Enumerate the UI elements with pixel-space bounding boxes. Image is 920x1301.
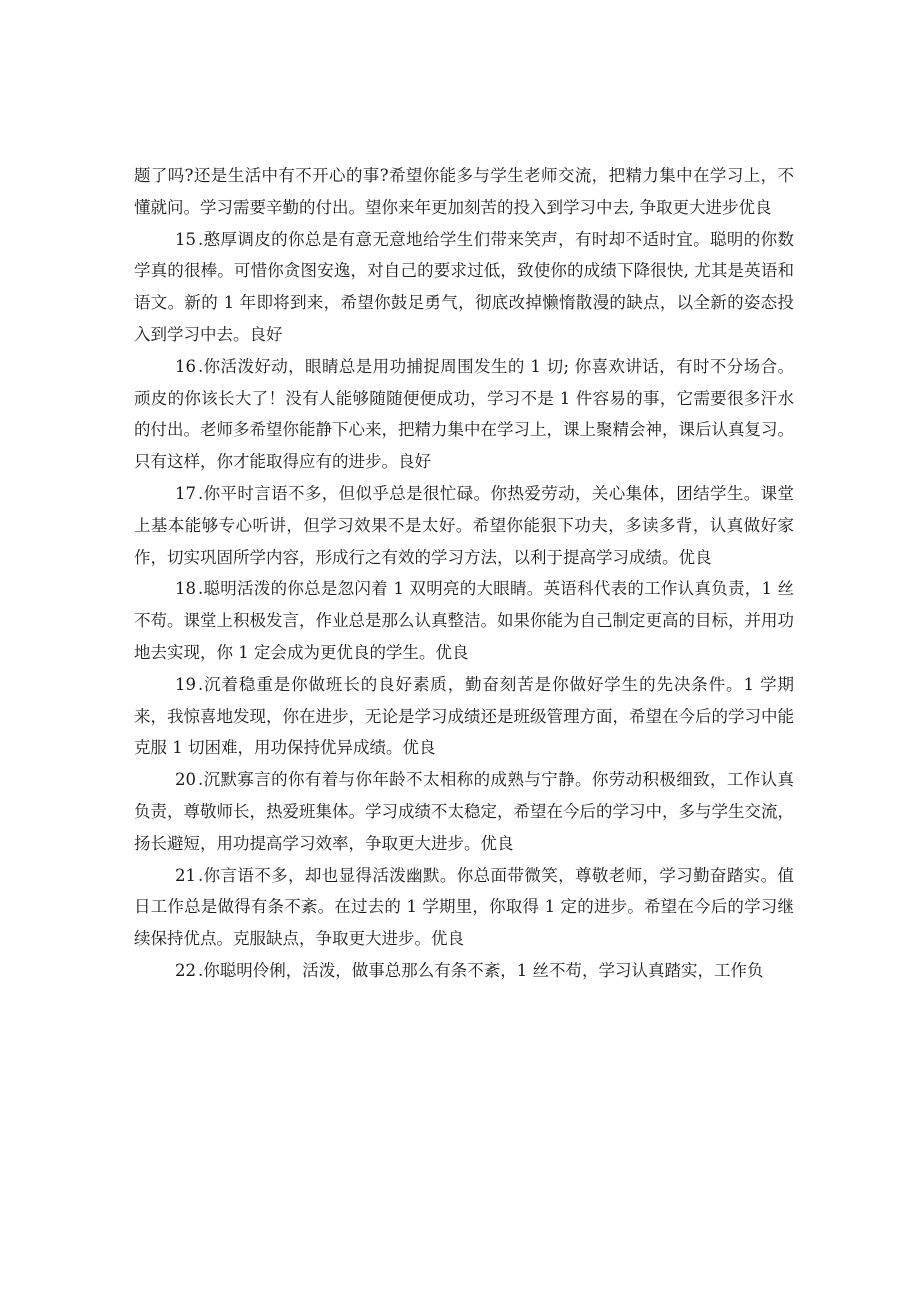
comment-text: .沉着稳重是你做班长的良好素质，勤奋刻苦是你做好学生的先决条件。1 学期来，我惊喜地发现，你在进步，无论是学习成绩还是班级管理方面，希望在今后的学习中能克服 1 切困难，用功保持优异成绩。优良 — [134, 674, 794, 758]
comment-21 — [134, 860, 794, 955]
comment-19 — [134, 669, 794, 764]
comment-text: .聪明活泼的你总是忽闪着 1 双明亮的大眼睛。英语科代表的工作认真负责，1 丝不苟。课堂上积极发言，作业总是那么认真整洁。如果你能为自己制定更高的目标，并用功地去实现，你 1 定会成为更优良的学生。优良 — [134, 579, 794, 662]
comment-22 — [134, 955, 794, 987]
comment-number: 21 — [175, 865, 196, 885]
comment-text: .沉默寡言的你有着与你年龄不太相称的成熟与宁静。你劳动积极细致，工作认真负责，尊敬师长，热爱班集体。学习成绩不太稳定，希望在今后的学习中，多与学生交流，扬长避短，用功提高学习效率，争取更大进步。优良 — [134, 770, 794, 853]
comment-text: .你言语不多，却也显得活泼幽默。你总面带微笑，尊敬老师，学习勤奋踏实。值日工作总是做得有条不紊。在过去的 1 学期里，你取得 1 定的进步。希望在今后的学习继续保持优点。克服缺点，争取更大进步。优良 — [134, 865, 794, 949]
comment-text: .你活泼好动，眼睛总是用功捕捉周围发生的 1 切; 你喜欢讲话，有时不分场合。顽皮的你该长大了！没有人能够随随便便成功，学习不是 1 件容易的事，它需要很多汗水的付出。老师多希望你能静下心来，把精力集中在学习上，课上聚精会神，课后认真复习。只有这样，你才能取得应有的进步。良好 — [134, 356, 794, 472]
comment-18 — [134, 573, 794, 668]
opening-paragraph: 题了吗?还是生活中有不开心的事?希望你能多与学生老师交流，把精力集中在学习上，不懂就问。学习需要辛勤的付出。望你来年更加刻苦的投入到学习中去, 争取更大进步优良 — [134, 166, 794, 217]
comment-text: .你聪明伶俐，活泼，做事总那么有条不紊，1 丝不苟，学习认真踏实，工作负 — [198, 960, 764, 980]
comment-number: 15 — [175, 229, 196, 249]
comment-number: 19 — [175, 674, 196, 694]
document-body — [134, 160, 794, 987]
comment-15 — [134, 224, 794, 351]
comment-number: 20 — [175, 770, 196, 790]
comment-text: .憨厚调皮的你总是有意无意地给学生们带来笑声，有时却不适时宜。聪明的你数学真的很棒。可惜你贪图安逸，对自己的要求过低，致使你的成绩下降很快, 尤其是英语和语文。新的 1 年即将到来，希望你鼓足勇气，彻底改掉懒惰散漫的缺点，以全新的姿态投入到学习中去。良好 — [134, 229, 794, 344]
comment-number: 18 — [175, 579, 196, 599]
comment-16 — [134, 351, 794, 478]
comment-17 — [134, 478, 794, 573]
comment-number: 16 — [175, 356, 196, 376]
comment-text: .你平时言语不多，但似乎总是很忙碌。你热爱劳动，关心集体，团结学生。课堂上基本能够专心听讲，但学习效果不是太好。希望你能狠下功夫，多读多背，认真做好家作，切实巩固所学内容，形成行之有效的学习方法，以利于提高学习成绩。优良 — [134, 483, 794, 567]
comment-number: 22 — [175, 960, 196, 980]
comment-20 — [134, 764, 794, 859]
comment-number: 17 — [175, 483, 196, 503]
